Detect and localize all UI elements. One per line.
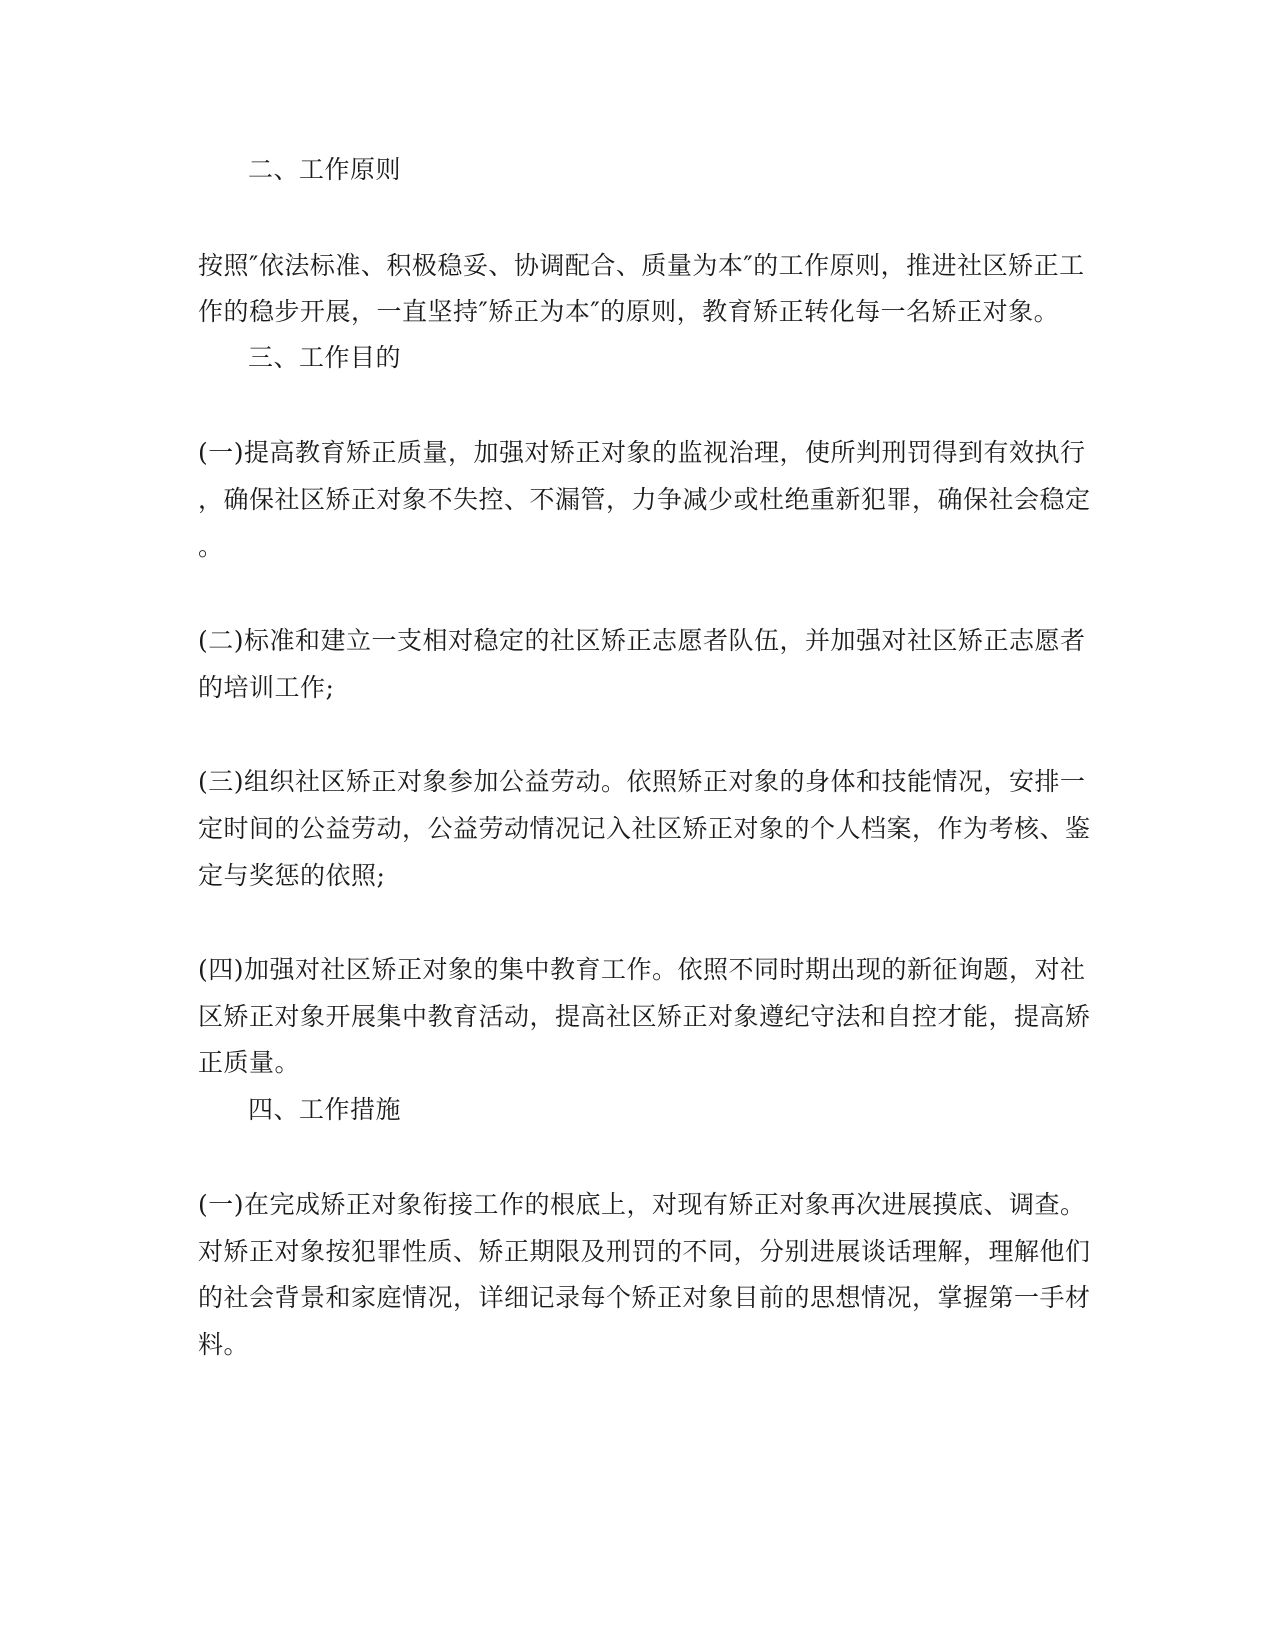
paragraph-line: 区矫正对象开展集中教育活动，提高社区矫正对象遵纪守法和自控才能，提高矫 <box>198 1002 1091 1031</box>
paragraph-line: ，确保社区矫正对象不失控、不漏管，力争减少或杜绝重新犯罪，确保社会稳定 <box>198 485 1091 514</box>
paragraph-line: 按照″依法标准、积极稳妥、协调配合、质量为本″的工作原则，推进社区矫正工 <box>198 251 1085 280</box>
paragraph-line: 。 <box>198 532 224 561</box>
paragraph-line: 的社会背景和家庭情况，详细记录每个矫正对象目前的思想情况，掌握第一手材 <box>198 1283 1091 1312</box>
paragraph-line: 定与奖惩的依照; <box>198 861 386 890</box>
paragraph-line: 的培训工作; <box>198 673 335 702</box>
paragraph-line: (二)标准和建立一支相对稳定的社区矫正志愿者队伍，并加强对社区矫正志愿者 <box>198 626 1086 655</box>
paragraph-line: 对矫正对象按犯罪性质、矫正期限及刑罚的不同，分别进展谈话理解，理解他们 <box>198 1237 1091 1266</box>
paragraph-line: (一)在完成矫正对象衔接工作的根底上，对现有矫正对象再次进展摸底、调查。 <box>198 1190 1086 1219</box>
section-heading-measures: 四、工作措施 <box>248 1095 402 1124</box>
section-heading-principles: 二、工作原则 <box>248 155 402 184</box>
paragraph-line: (三)组织社区矫正对象参加公益劳动。依照矫正对象的身体和技能情况，安排一 <box>198 767 1086 796</box>
paragraph-line: (四)加强对社区矫正对象的集中教育工作。依照不同时期出现的新征询题，对社 <box>198 955 1086 984</box>
paragraph-line: 作的稳步开展，一直坚持″矫正为本″的原则，教育矫正转化每一名矫正对象。 <box>198 297 1060 326</box>
paragraph-line: 定时间的公益劳动，公益劳动情况记入社区矫正对象的个人档案，作为考核、鉴 <box>198 814 1091 843</box>
paragraph-line: (一)提高教育矫正质量，加强对矫正对象的监视治理，使所判刑罚得到有效执行 <box>198 438 1086 467</box>
paragraph-line: 料。 <box>198 1330 250 1359</box>
section-heading-goals: 三、工作目的 <box>248 343 402 372</box>
paragraph-line: 正质量。 <box>198 1048 301 1077</box>
